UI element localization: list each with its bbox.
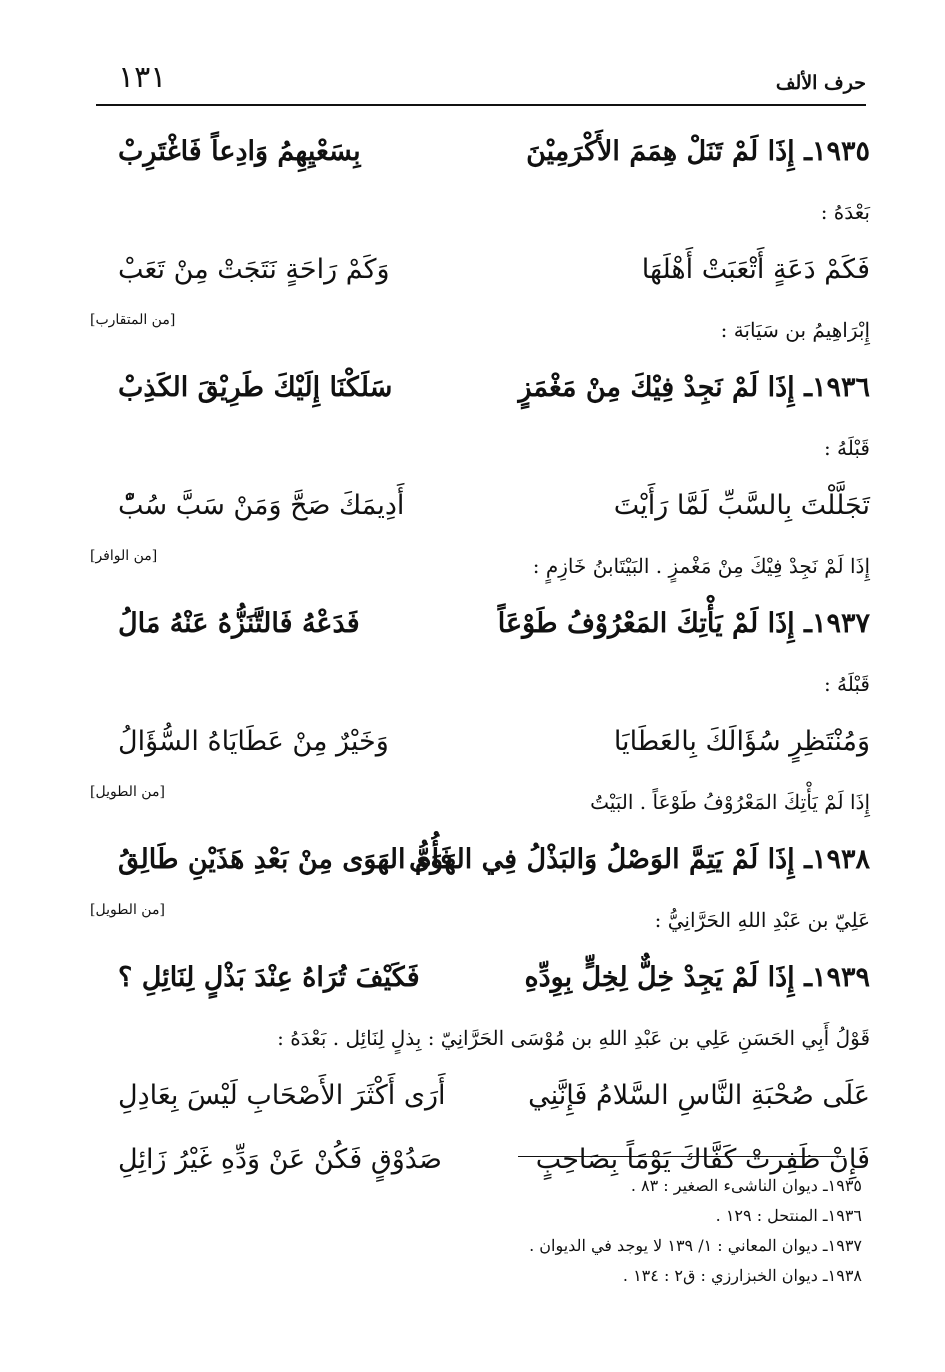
first-hemistich: تَجَلَّلْتَ بِالسَّبِّ لَمَّا رَأَيْتَ: [613, 490, 870, 521]
poem-body: [90, 122, 870, 1194]
attribution-text: إِذَا لَمْ يَأْتِكَ المَعْرُوْفُ طَوْعَاً . البَيْتُ: [590, 790, 870, 814]
second-hemistich: أَدِيمَكَ صَحَّ وَمَنْ سَبَّ سُبّْ: [118, 490, 405, 521]
verse-line: [118, 476, 870, 540]
second-hemistich: وَكَمْ رَاحَةٍ نَتَجَتْ مِنْ تَعَبْ: [118, 254, 390, 285]
first-hemistich: فَإِنْ ظَفِرتْ كَفَّاكَ يَوْمَاً بِصَاحِبٍ: [535, 1144, 870, 1175]
second-hemistich: وَخَيْرٌ مِنْ عَطَايَاهُ السُّؤَالُ: [118, 726, 389, 757]
second-hemistich: صَدُوْقٍ فَكُنْ عَنْ وَدِّهِ غَيْرُ زَائِلِ: [118, 1144, 442, 1175]
header-rule: [96, 104, 866, 106]
meter-label: [من المتقارب]: [90, 312, 176, 328]
meter-label: [من الوافر]: [90, 548, 158, 564]
attribution-line: [118, 422, 870, 476]
attribution-line: [90, 304, 870, 358]
attribution-text: قَوْلُ أَبِي الحَسَنِ عَلِي بن عَبْدِ اللهِ بن مُوْسَى الحَرَّانِيّ : بِذلٍ لِنَائِل . بَعْدَهُ :: [277, 1026, 870, 1050]
footnotes: [300, 1176, 862, 1296]
verse-line: [118, 240, 870, 304]
second-hemistich: فَأُمُّ الهَوَى مِنْ بَعْدِ هَذَيْنِ طَالِقُ: [118, 844, 453, 875]
footnote: ١٩٣٦ـ المنتحل : ١٢٩ .: [715, 1206, 862, 1225]
meter-label: [من الطويل]: [90, 784, 165, 800]
chapter-title: حرف الألف: [775, 72, 866, 94]
footnote-rule: [518, 1156, 845, 1157]
attribution-text: إِبْرَاهِيمُ بن سَيَابَة :: [720, 318, 870, 342]
attribution-text: بَعْدَهُ :: [820, 200, 870, 224]
attribution-line: [118, 1012, 870, 1066]
verse-line: [118, 594, 870, 658]
second-hemistich: بِسَعْيِهِمُ وَادِعاً فَاغْتَرِبْ: [118, 136, 361, 167]
verse-line: [118, 122, 870, 186]
footnote: ١٩٣٧ـ ديوان المعاني : ١/ ١٣٩ لا يوجد في الديوان .: [529, 1236, 862, 1255]
verse-line: [118, 358, 870, 422]
attribution-line: [90, 540, 870, 594]
attribution-line: [118, 186, 870, 240]
verse-line: [118, 712, 870, 776]
first-hemistich: عَلَى صُحْبَةِ النَّاسِ السَّلامُ فَإِنَّنِي: [528, 1080, 870, 1111]
first-hemistich: ١٩٣٨ـ إِذَا لَمْ يَتِمَّ الوَصْلُ وَالبَذْلُ فِي الهَوَى: [409, 844, 870, 875]
first-hemistich: ١٩٣٦ـ إِذَا لَمْ نَجِدْ فِيْكَ مِنْ مَغْمَزٍ: [518, 372, 870, 403]
attribution-line: [90, 776, 870, 830]
second-hemistich: أَرَى أَكْثَرَ الأَصْحَابِ لَيْسَ بِعَادِلِ: [118, 1080, 446, 1111]
second-hemistich: سَلَكْنَا إِلَيْكَ طَرِيْقَ الكَذِبْ: [118, 372, 393, 403]
first-hemistich: ١٩٣٧ـ إِذَا لَمْ يَأْتِكَ المَعْرُوْفُ طَوْعَاً: [497, 608, 870, 639]
page-number: ١٣١: [118, 60, 167, 95]
meter-label: [من الطويل]: [90, 902, 165, 918]
attribution-text: عَلِيّ بن عَبْدِ اللهِ الحَرَّانِيُّ :: [654, 908, 870, 932]
first-hemistich: وَمُنْتَظِرٍ سُؤَالَكَ بِالعَطَايَا: [613, 726, 870, 757]
verse-line: [118, 948, 870, 1012]
page-header: [96, 58, 866, 98]
second-hemistich: فَدَعْهُ فَالتَّنَزُّهُ عَنْهُ مَالُ: [118, 608, 360, 639]
attribution-text: إِذَا لَمْ نَجِدْ فِيْكَ مِنْ مَغْمزٍ . البَيْتَابنُ خَازِمٍ :: [532, 554, 870, 578]
attribution-text: قَبْلَهُ :: [823, 672, 870, 696]
attribution-line: [118, 658, 870, 712]
first-hemistich: فَكَمْ دَعَةٍ أَتْعَبَتْ أَهْلَهَا: [641, 254, 870, 285]
footnote: ١٩٣٨ـ ديوان الخبزارزي : ق٢ : ١٣٤ .: [622, 1266, 862, 1285]
verse-line: [118, 830, 870, 894]
first-hemistich: ١٩٣٩ـ إِذَا لَمْ يَجِدْ خِلٌّ لِخِلٍّ بِوِدِّهِ: [524, 962, 870, 993]
first-hemistich: ١٩٣٥ـ إِذَا لَمْ تَنَلْ هِمَمَ الأَكْرَمِيْنَ: [526, 136, 870, 167]
attribution-line: [90, 894, 870, 948]
verse-line: [118, 1066, 870, 1130]
second-hemistich: فَكَيْفَ تُرَاهُ عِنْدَ بَذْلٍ لِنَائِلِ ؟: [118, 962, 420, 993]
footnote: ١٩٣٥ـ ديوان الناشىء الصغير : ٨٣ .: [630, 1176, 862, 1195]
attribution-text: قَبْلَهُ :: [823, 436, 870, 460]
